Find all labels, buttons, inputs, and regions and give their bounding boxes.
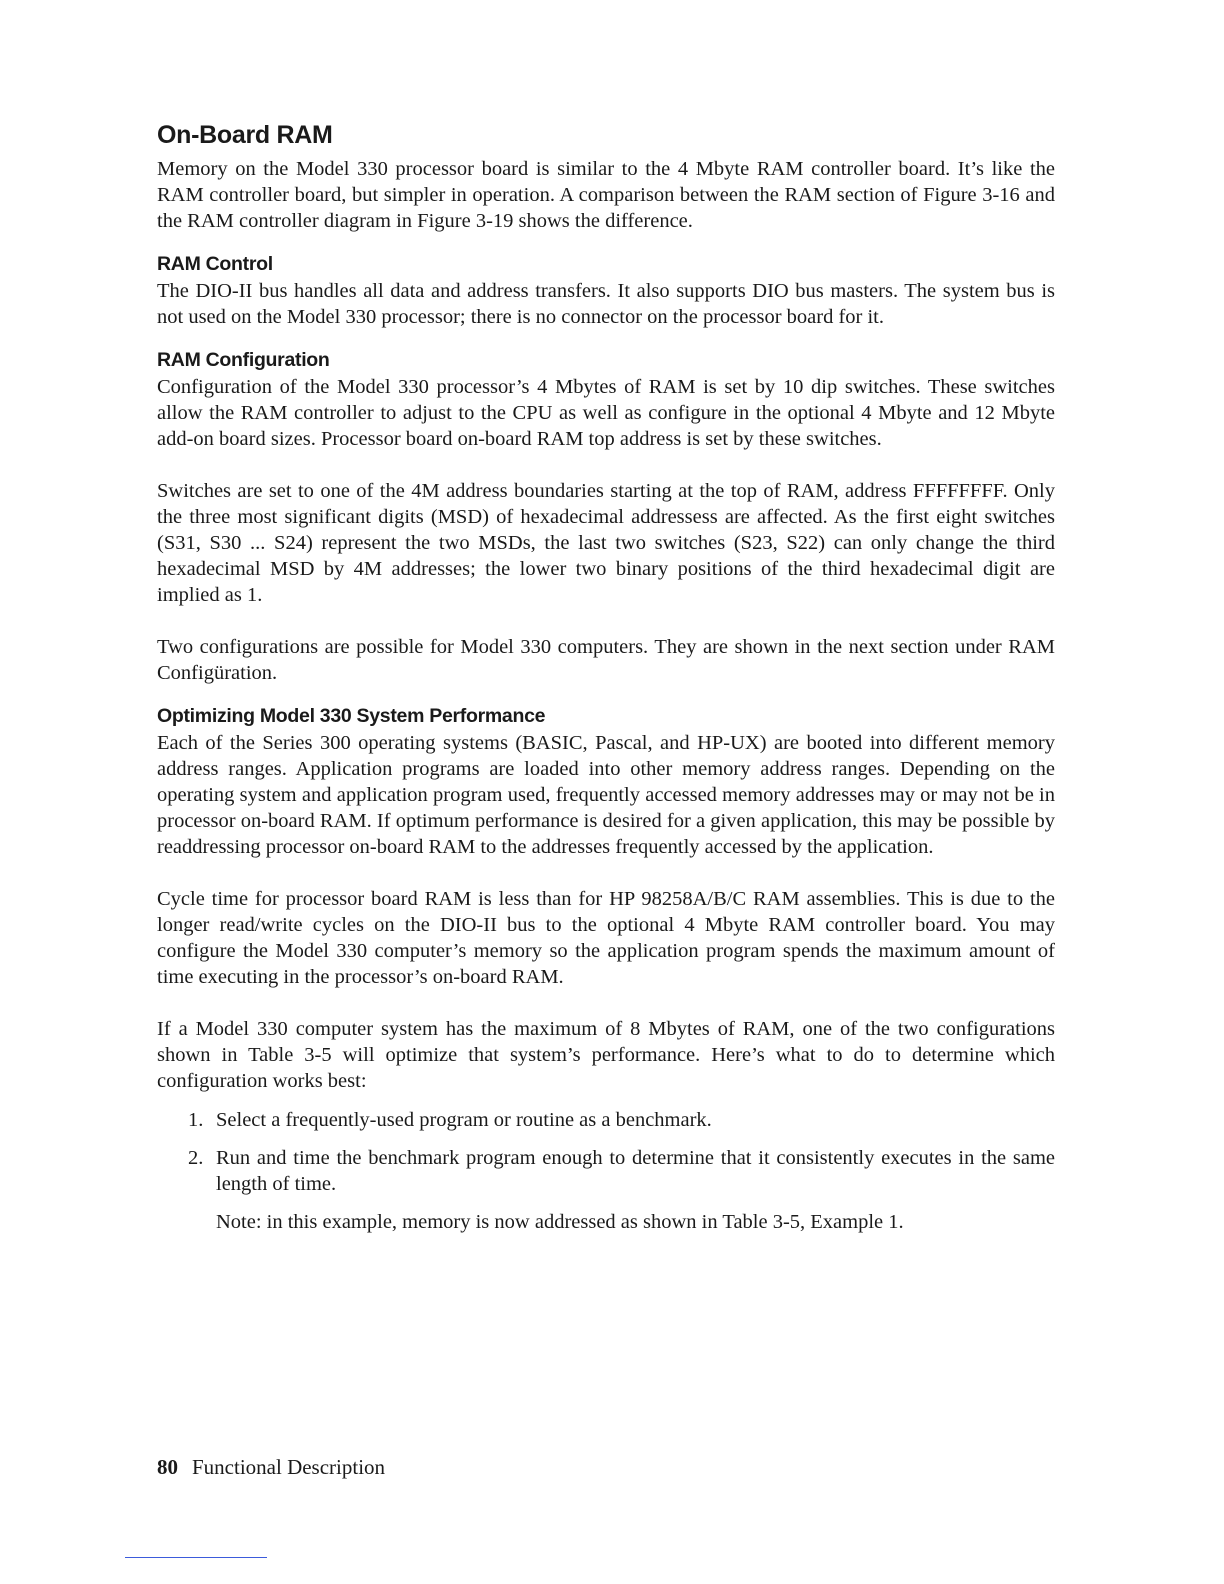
subsection-title-optimizing: Optimizing Model 330 System Performance — [157, 705, 546, 727]
list-item-text: Run and time the benchmark program enough to determine that it consistently executes in the same length of time. — [216, 1147, 1055, 1195]
list-item-number: 1. — [188, 1109, 204, 1131]
subsection-title-ram-configuration: RAM Configuration — [157, 349, 330, 371]
optimizing-paragraph-2: Cycle time for processor board RAM is less than for HP 98258A/B/C RAM assemblies. This is due to the longer read/write cycles on the DIO-II bus to the optional 4 Mbyte RAM controller board. You may configure the Model 330 computer’s memory so the application program spends the maximum amount of time executing in the processor’s on-board RAM. — [157, 888, 1055, 988]
subsection-title-ram-control: RAM Control — [157, 253, 273, 275]
optimizing-paragraph-3: If a Model 330 computer system has the maximum of 8 Mbytes of RAM, one of the two configurations shown in Table 3-5 will optimize that system’s performance. Here’s what to do to determine which configuration works best: — [157, 1018, 1055, 1092]
list-item-number: 2. — [188, 1147, 204, 1169]
footer-label: Functional Description — [192, 1455, 386, 1479]
ram-configuration-paragraph-2: Switches are set to one of the 4M address boundaries starting at the top of RAM, address FFFFFFFF. Only the three most significant digits (MSD) of hexadecimal addressess are affected. As the first eight switches (S31, S30 ... S24) represent the two MSDs, the last two switches (S23, S22) can only change the third hexadecimal MSD by 4M addresses; the lower two binary positions of the third hexadecimal digit are implied as 1. — [157, 480, 1055, 606]
list-item — [157, 1145, 1055, 1197]
ram-configuration-paragraph-3: Two configurations are possible for Model 330 computers. They are shown in the next section under RAM Configüration. — [157, 636, 1055, 684]
benchmark-steps-list — [157, 1107, 1055, 1197]
list-item — [157, 1107, 1055, 1133]
section-title-onboard-ram: On-Board RAM — [157, 121, 333, 149]
list-item-text: Select a frequently-used program or routine as a benchmark. — [216, 1109, 712, 1131]
onboard-ram-paragraph: Memory on the Model 330 processor board is similar to the 4 Mbyte RAM controller board. It’s like the RAM controller board, but simpler in operation. A comparison between the RAM section of Figure 3-16 and the RAM controller diagram in Figure 3-19 shows the difference. — [157, 158, 1055, 232]
page-number: 80 — [157, 1455, 178, 1479]
page-footer — [157, 1453, 385, 1481]
bottom-divider — [125, 1557, 267, 1558]
optimizing-paragraph-1: Each of the Series 300 operating systems (BASIC, Pascal, and HP-UX) are booted into different memory address ranges. Application programs are loaded into other memory address ranges. Depending on the operating system and application program used, frequently accessed memory addresses may or may not be in processor on-board RAM. If optimum performance is desired for a given application, this may be possible by readdressing processor on-board RAM to the addresses frequently accessed by the application. — [157, 732, 1055, 858]
ram-configuration-paragraph-1: Configuration of the Model 330 processor’s 4 Mbytes of RAM is set by 10 dip switches. These switches allow the RAM controller to adjust to the CPU as well as configure in the optional 4 Mbyte and 12 Mbyte add-on board sizes. Processor board on-board RAM top address is set by these switches. — [157, 376, 1055, 450]
ram-control-paragraph: The DIO-II bus handles all data and address transfers. It also supports DIO bus masters. The system bus is not used on the Model 330 processor; there is no connector on the processor board for it. — [157, 280, 1055, 328]
page-content — [157, 118, 1055, 1235]
example-note: Note: in this example, memory is now addressed as shown in Table 3-5, Example 1. — [216, 1211, 904, 1233]
